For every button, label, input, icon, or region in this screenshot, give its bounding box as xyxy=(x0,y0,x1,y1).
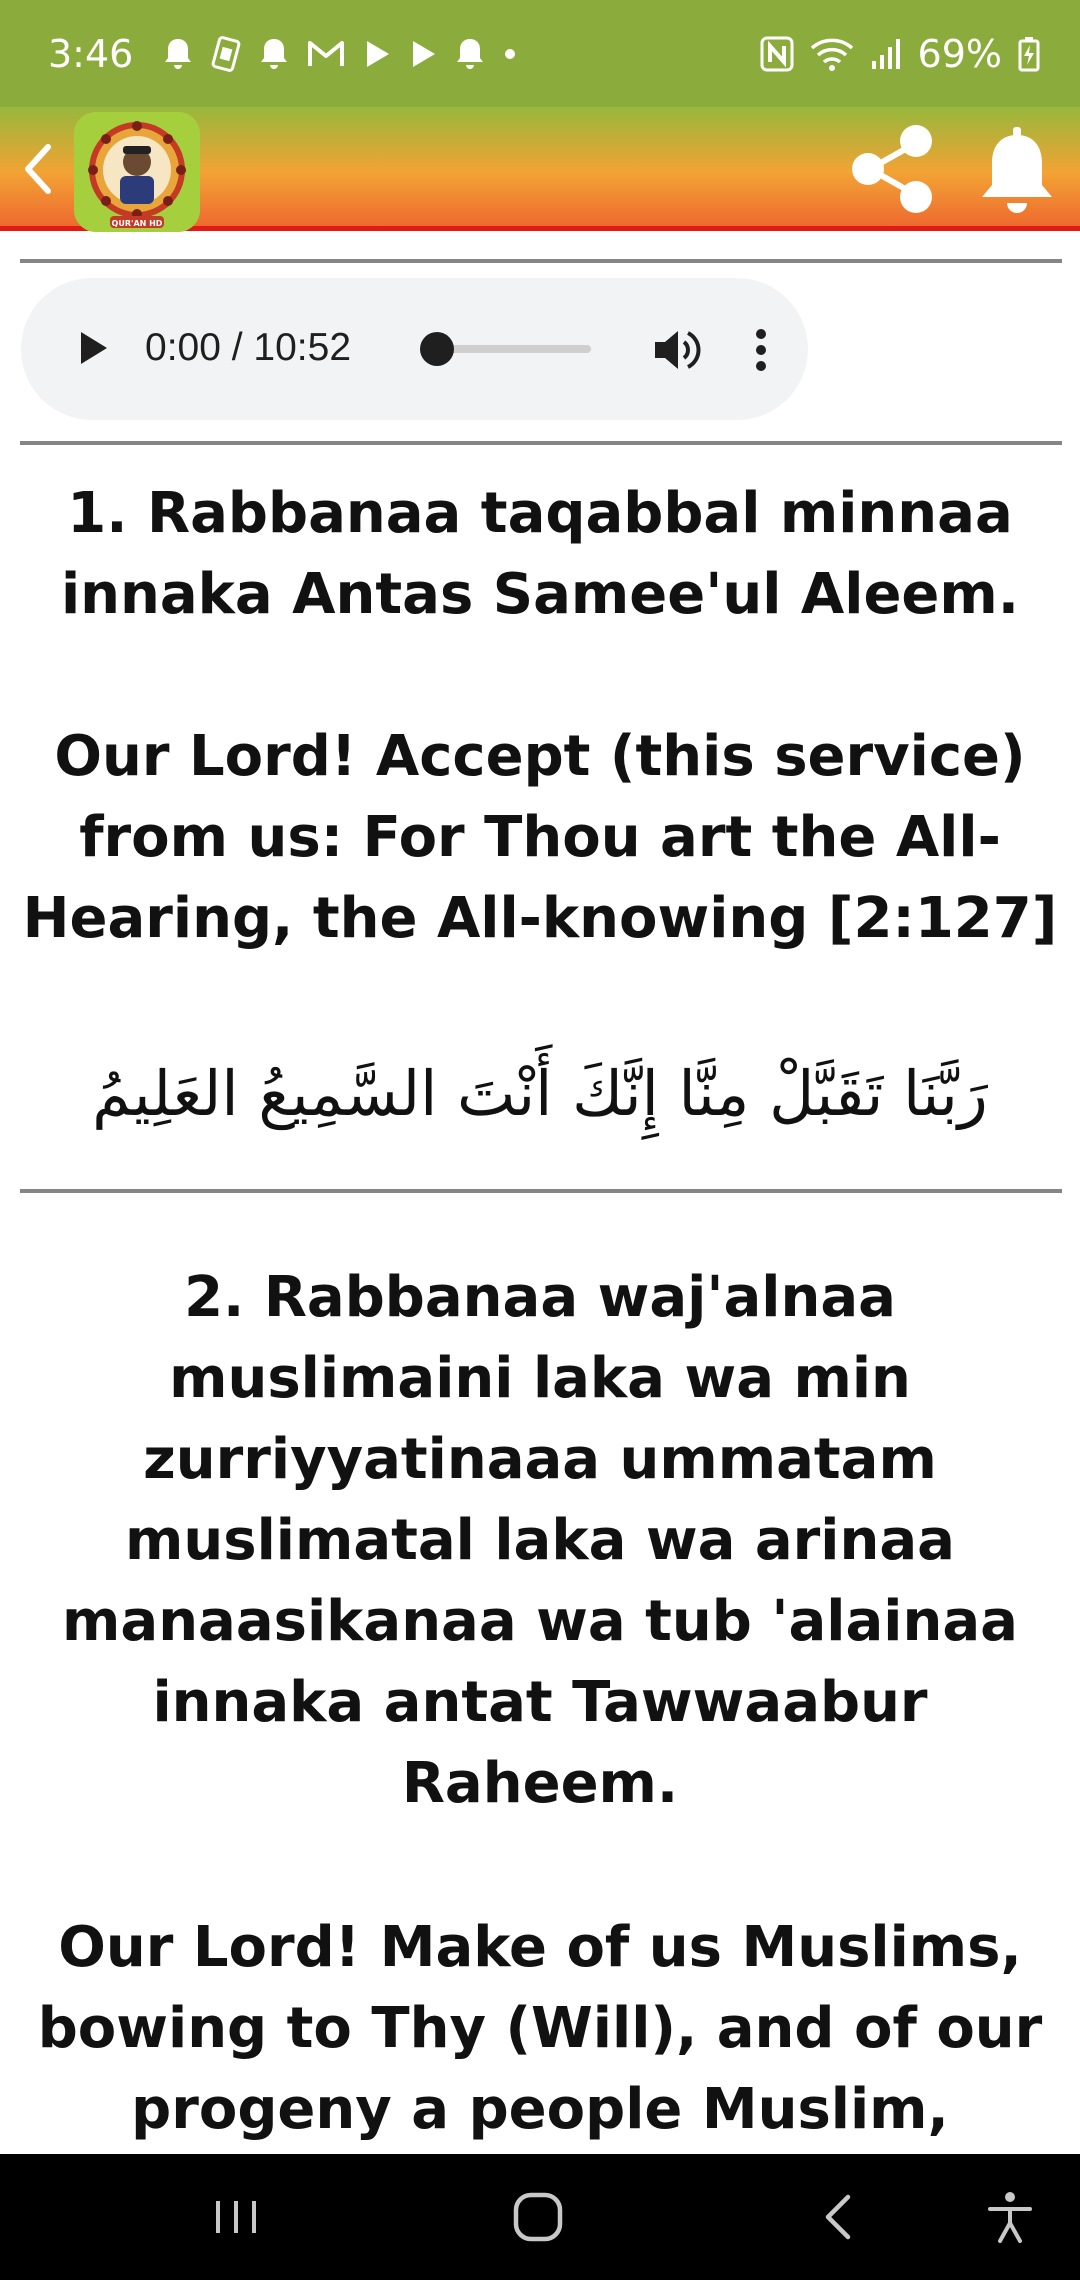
bell-icon xyxy=(259,37,289,71)
nfc-icon xyxy=(760,36,794,72)
notification-icons xyxy=(163,36,517,72)
status-bar xyxy=(0,0,1080,107)
wifi-icon xyxy=(810,36,854,72)
accessibility-button[interactable] xyxy=(980,2187,1040,2247)
navigation-bar xyxy=(0,2154,1080,2280)
play-icon xyxy=(363,39,391,69)
play-icon xyxy=(81,332,107,364)
share-button[interactable] xyxy=(846,123,938,215)
logo-caption: QUR'AN HD xyxy=(111,219,163,228)
audio-player xyxy=(21,278,808,420)
dua-1-translation: Our Lord! Accept (this service) from us: For Thou art the All-Hearing, the All-knowing [2:127] xyxy=(22,724,1058,951)
bell-icon xyxy=(163,37,193,71)
app-bar xyxy=(0,107,1080,231)
home-icon xyxy=(516,2195,560,2239)
play-button[interactable] xyxy=(69,325,115,371)
dua-1-arabic: رَبَّنَا تَقَبَّلْ مِنَّا إِنَّكَ أَنْتَ السَّمِيعُ العَلِيمُ xyxy=(92,1057,988,1130)
dot-icon xyxy=(503,47,517,61)
logo-image xyxy=(74,112,200,232)
share-icon xyxy=(852,125,932,213)
battery-percent: 69% xyxy=(917,31,1002,76)
status-left xyxy=(48,32,517,76)
seek-thumb[interactable] xyxy=(420,332,454,366)
battery-charging-icon xyxy=(1018,36,1040,72)
sim-icon xyxy=(211,36,241,72)
more-vertical-icon xyxy=(756,329,766,371)
bell-icon xyxy=(982,127,1052,213)
volume-icon xyxy=(655,331,699,369)
signal-icon xyxy=(870,37,902,71)
app-logo[interactable] xyxy=(74,112,200,232)
dua-1-transliteration: 1. Rabbanaa taqabbal minnaa innaka Antas Samee'ul Aleem. xyxy=(60,481,1020,627)
recent-apps-icon xyxy=(218,2201,254,2233)
play-icon xyxy=(409,39,437,69)
audio-time: 0:00 / 10:52 xyxy=(145,326,352,369)
dua-2-translation: Our Lord! Make of us Muslims, bowing to Thy (Will), and of our progeny a people Muslim, xyxy=(37,1915,1043,2142)
gmail-icon xyxy=(307,39,345,69)
notification-button[interactable] xyxy=(978,125,1056,217)
recent-apps-button[interactable] xyxy=(206,2187,266,2247)
back-button[interactable] xyxy=(14,139,62,199)
nav-back-button[interactable] xyxy=(810,2187,870,2247)
divider xyxy=(20,259,1062,263)
back-icon xyxy=(828,2197,848,2237)
more-options-button[interactable] xyxy=(741,324,781,376)
divider xyxy=(20,441,1062,445)
status-time: 3:46 xyxy=(48,31,134,76)
home-button[interactable] xyxy=(508,2187,568,2247)
accessibility-icon xyxy=(990,2192,1030,2241)
bell-icon xyxy=(455,37,485,71)
volume-button[interactable] xyxy=(651,324,703,376)
dua-2-transliteration: 2. Rabbanaa waj'alnaa muslimaini laka wa min zurriyyatinaaa ummatam muslimatal laka wa arinaa manaasikanaa wa tub 'alainaa innaka antat Tawwaabur Raheem. xyxy=(62,1265,1018,1816)
divider xyxy=(20,1189,1062,1193)
status-right xyxy=(760,32,1040,76)
